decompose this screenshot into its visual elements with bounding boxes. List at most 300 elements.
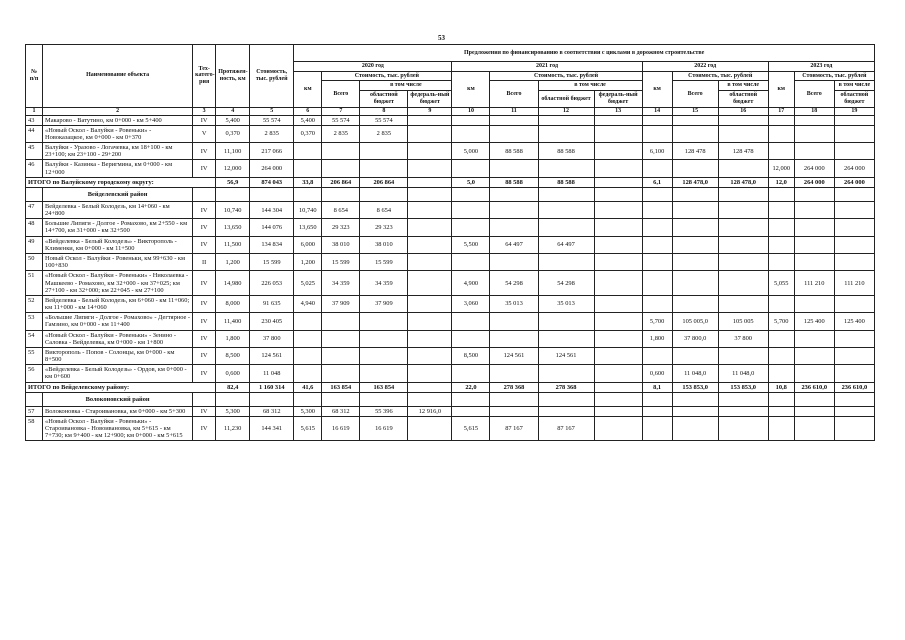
total-value: 264 000 bbox=[794, 177, 834, 187]
value-cell bbox=[834, 254, 874, 271]
value-cell: 11,100 bbox=[216, 143, 250, 160]
value-cell bbox=[408, 143, 452, 160]
value-cell: 37 800 bbox=[250, 330, 294, 347]
header-length: Протяжен-ность, км bbox=[216, 45, 250, 108]
value-cell bbox=[834, 115, 874, 125]
value-cell: IV bbox=[193, 347, 216, 364]
value-cell bbox=[452, 219, 490, 236]
value-cell bbox=[452, 254, 490, 271]
value-cell bbox=[452, 365, 490, 382]
value-cell: IV bbox=[193, 115, 216, 125]
value-cell: 88 588 bbox=[490, 143, 538, 160]
table-body bbox=[26, 107, 875, 441]
value-cell: 5,615 bbox=[452, 416, 490, 441]
value-cell: 5,025 bbox=[294, 271, 322, 296]
value-cell bbox=[794, 115, 834, 125]
object-name: Викторополь - Попов - Солонцы, км 0+000 - км 8+500 bbox=[43, 347, 193, 364]
header-total: Всего bbox=[672, 81, 718, 107]
value-cell: 68 312 bbox=[322, 406, 360, 416]
value-cell bbox=[408, 160, 452, 177]
value-cell bbox=[718, 125, 768, 142]
header-km: км bbox=[642, 71, 672, 107]
value-cell bbox=[538, 125, 594, 142]
empty-cell bbox=[672, 187, 718, 201]
value-cell bbox=[452, 313, 490, 330]
total-value bbox=[594, 177, 642, 187]
header-year-2020: 2020 год bbox=[294, 62, 452, 72]
value-cell bbox=[594, 365, 642, 382]
empty-cell bbox=[718, 392, 768, 406]
value-cell: 15 599 bbox=[250, 254, 294, 271]
value-cell bbox=[834, 365, 874, 382]
value-cell bbox=[408, 313, 452, 330]
value-cell bbox=[672, 125, 718, 142]
value-cell: 4,900 bbox=[452, 271, 490, 296]
value-cell bbox=[360, 365, 408, 382]
total-value: 278 368 bbox=[538, 382, 594, 392]
value-cell bbox=[718, 160, 768, 177]
value-cell bbox=[490, 160, 538, 177]
header-category: Тех-катего-рия bbox=[193, 45, 216, 108]
value-cell bbox=[794, 143, 834, 160]
total-value: 12,0 bbox=[768, 177, 794, 187]
value-cell: 8,000 bbox=[216, 295, 250, 312]
value-cell bbox=[768, 115, 794, 125]
value-cell: 2 835 bbox=[250, 125, 294, 142]
value-cell bbox=[834, 406, 874, 416]
district-spacer bbox=[26, 392, 43, 406]
value-cell: 134 834 bbox=[250, 236, 294, 253]
value-cell bbox=[452, 330, 490, 347]
value-cell: IV bbox=[193, 271, 216, 296]
empty-cell bbox=[360, 187, 408, 201]
empty-cell bbox=[718, 187, 768, 201]
total-value: 236 610,0 bbox=[834, 382, 874, 392]
value-cell bbox=[538, 160, 594, 177]
row-number: 57 bbox=[26, 406, 43, 416]
table-row bbox=[26, 143, 875, 160]
value-cell bbox=[768, 295, 794, 312]
value-cell: 64 497 bbox=[490, 236, 538, 253]
table-row bbox=[26, 406, 875, 416]
empty-cell bbox=[294, 392, 322, 406]
row-number: 48 bbox=[26, 219, 43, 236]
value-cell: IV bbox=[193, 330, 216, 347]
value-cell bbox=[490, 313, 538, 330]
value-cell: IV bbox=[193, 143, 216, 160]
empty-cell bbox=[834, 187, 874, 201]
table-row bbox=[26, 160, 875, 177]
value-cell: 226 053 bbox=[250, 271, 294, 296]
header-km: км bbox=[452, 71, 490, 107]
value-cell bbox=[834, 219, 874, 236]
value-cell bbox=[642, 201, 672, 218]
value-cell: 5,700 bbox=[768, 313, 794, 330]
header-name: Наименование объекта bbox=[43, 45, 193, 108]
empty-cell bbox=[408, 392, 452, 406]
table-row bbox=[26, 115, 875, 125]
value-cell bbox=[294, 143, 322, 160]
value-cell bbox=[294, 365, 322, 382]
value-cell: 128 478 bbox=[672, 143, 718, 160]
value-cell: 1,200 bbox=[294, 254, 322, 271]
road-financing-table bbox=[25, 44, 875, 441]
district-spacer bbox=[26, 187, 43, 201]
object-name: Валуйки - Казинка - Веригмина, км 0+000 - км 12+000 bbox=[43, 160, 193, 177]
value-cell bbox=[594, 236, 642, 253]
value-cell: IV bbox=[193, 201, 216, 218]
value-cell bbox=[538, 330, 594, 347]
value-cell bbox=[452, 125, 490, 142]
value-cell: 5,400 bbox=[216, 115, 250, 125]
header-proposals: Предложения по финансированию в соответствии с циклами в дорожном строительстве bbox=[294, 45, 875, 62]
value-cell bbox=[408, 219, 452, 236]
empty-cell bbox=[642, 392, 672, 406]
value-cell bbox=[672, 406, 718, 416]
value-cell bbox=[408, 236, 452, 253]
empty-cell bbox=[672, 392, 718, 406]
value-cell: 11,230 bbox=[216, 416, 250, 441]
value-cell bbox=[642, 219, 672, 236]
header-regional: областной бюджет bbox=[718, 91, 768, 107]
table-row bbox=[26, 219, 875, 236]
object-name: Новый Оскол - Валуйки - Ровеньки, км 99+630 - км 100+830 bbox=[43, 254, 193, 271]
value-cell bbox=[452, 115, 490, 125]
value-cell bbox=[490, 254, 538, 271]
table-row bbox=[26, 254, 875, 271]
empty-cell bbox=[834, 392, 874, 406]
row-number: 50 bbox=[26, 254, 43, 271]
total-value: 153 853,0 bbox=[718, 382, 768, 392]
row-number: 49 bbox=[26, 236, 43, 253]
value-cell bbox=[594, 125, 642, 142]
value-cell bbox=[360, 143, 408, 160]
column-index-row bbox=[26, 107, 875, 115]
value-cell bbox=[408, 115, 452, 125]
value-cell bbox=[452, 406, 490, 416]
object-name: «Новый Оскол - Валуйки - Ровеньки» - Новоказацкое, км 0+000 - км 0+370 bbox=[43, 125, 193, 142]
value-cell: 5,400 bbox=[294, 115, 322, 125]
total-value: 41,6 bbox=[294, 382, 322, 392]
header-num: № п/п bbox=[26, 45, 43, 108]
value-cell: 12,000 bbox=[768, 160, 794, 177]
value-cell bbox=[594, 115, 642, 125]
value-cell bbox=[490, 330, 538, 347]
header-incl: в том числе bbox=[360, 81, 452, 91]
value-cell bbox=[794, 201, 834, 218]
value-cell: IV bbox=[193, 295, 216, 312]
value-cell bbox=[768, 416, 794, 441]
total-value bbox=[594, 382, 642, 392]
value-cell bbox=[538, 219, 594, 236]
header-cost-2023: Стоимость, тыс. рублей bbox=[794, 71, 874, 81]
value-cell bbox=[768, 219, 794, 236]
value-cell bbox=[672, 295, 718, 312]
value-cell: V bbox=[193, 125, 216, 142]
value-cell bbox=[768, 347, 794, 364]
column-index-cell: 7 bbox=[322, 107, 360, 115]
table-row bbox=[26, 125, 875, 142]
row-number: 51 bbox=[26, 271, 43, 296]
row-number: 44 bbox=[26, 125, 43, 142]
value-cell bbox=[834, 201, 874, 218]
value-cell bbox=[490, 125, 538, 142]
value-cell bbox=[768, 201, 794, 218]
header-federal: федераль-ный бюджет bbox=[408, 91, 452, 107]
value-cell bbox=[768, 125, 794, 142]
value-cell: 0,370 bbox=[216, 125, 250, 142]
value-cell: 13,650 bbox=[216, 219, 250, 236]
row-number: 56 bbox=[26, 365, 43, 382]
value-cell: 124 561 bbox=[490, 347, 538, 364]
value-cell: 11 048,0 bbox=[672, 365, 718, 382]
value-cell: 29 323 bbox=[360, 219, 408, 236]
empty-cell bbox=[768, 392, 794, 406]
value-cell bbox=[538, 254, 594, 271]
table-row bbox=[26, 295, 875, 312]
value-cell bbox=[490, 219, 538, 236]
column-index-cell: 8 bbox=[360, 107, 408, 115]
value-cell bbox=[718, 347, 768, 364]
total-row bbox=[26, 382, 875, 392]
total-value: 153 853,0 bbox=[672, 382, 718, 392]
empty-cell bbox=[594, 187, 642, 201]
total-value: 206 864 bbox=[322, 177, 360, 187]
column-index-cell: 4 bbox=[216, 107, 250, 115]
value-cell bbox=[408, 125, 452, 142]
value-cell bbox=[718, 406, 768, 416]
value-cell bbox=[452, 201, 490, 218]
value-cell bbox=[794, 219, 834, 236]
value-cell bbox=[594, 347, 642, 364]
value-cell bbox=[322, 347, 360, 364]
value-cell bbox=[538, 115, 594, 125]
table-row bbox=[26, 313, 875, 330]
row-number: 46 bbox=[26, 160, 43, 177]
value-cell bbox=[594, 219, 642, 236]
value-cell bbox=[834, 143, 874, 160]
empty-cell bbox=[642, 187, 672, 201]
object-name: «Большие Липяги - Долгое - Ромахово» - Дегтярное - Гамзино, км 0+000 - км 11+400 bbox=[43, 313, 193, 330]
value-cell: 125 400 bbox=[834, 313, 874, 330]
value-cell bbox=[794, 125, 834, 142]
value-cell bbox=[672, 416, 718, 441]
column-index-cell: 10 bbox=[452, 107, 490, 115]
value-cell bbox=[408, 271, 452, 296]
value-cell: 38 010 bbox=[322, 236, 360, 253]
empty-cell bbox=[538, 392, 594, 406]
value-cell bbox=[408, 347, 452, 364]
row-number: 58 bbox=[26, 416, 43, 441]
value-cell bbox=[672, 201, 718, 218]
total-value: 5,0 bbox=[452, 177, 490, 187]
empty-cell bbox=[216, 392, 250, 406]
value-cell: IV bbox=[193, 313, 216, 330]
value-cell bbox=[360, 330, 408, 347]
district-header-row bbox=[26, 187, 875, 201]
total-value: 22,0 bbox=[452, 382, 490, 392]
value-cell: 15 599 bbox=[360, 254, 408, 271]
column-index-cell: 15 bbox=[672, 107, 718, 115]
object-name: «Новый Оскол - Валуйки - Ровеньки» - Староивановка - Новоивановка, км 5+615 - км 7+730; км 9+400 - км 12+900; км 0+000 - км 5+615 bbox=[43, 416, 193, 441]
column-index-cell: 17 bbox=[768, 107, 794, 115]
value-cell bbox=[490, 201, 538, 218]
value-cell: 10,740 bbox=[294, 201, 322, 218]
empty-cell bbox=[768, 187, 794, 201]
row-number: 52 bbox=[26, 295, 43, 312]
district-header-row bbox=[26, 392, 875, 406]
value-cell bbox=[490, 365, 538, 382]
column-index-cell: 3 bbox=[193, 107, 216, 115]
object-name: Вейделевка - Белый Колодезь, км 14+060 - км 24+800 bbox=[43, 201, 193, 218]
value-cell bbox=[794, 236, 834, 253]
value-cell bbox=[768, 254, 794, 271]
header-incl: в том числе bbox=[834, 81, 874, 91]
value-cell: 87 167 bbox=[490, 416, 538, 441]
column-index-cell: 6 bbox=[294, 107, 322, 115]
value-cell: 37 909 bbox=[360, 295, 408, 312]
empty-cell bbox=[594, 392, 642, 406]
value-cell bbox=[452, 160, 490, 177]
value-cell: 91 635 bbox=[250, 295, 294, 312]
value-cell: 3,060 bbox=[452, 295, 490, 312]
value-cell bbox=[672, 254, 718, 271]
column-index-cell: 18 bbox=[794, 107, 834, 115]
header-incl: в том числе bbox=[538, 81, 642, 91]
value-cell: 124 561 bbox=[538, 347, 594, 364]
value-cell bbox=[538, 365, 594, 382]
value-cell bbox=[794, 347, 834, 364]
value-cell: 144 304 bbox=[250, 201, 294, 218]
column-index-cell: 5 bbox=[250, 107, 294, 115]
district-name: Волоконовский район bbox=[43, 392, 193, 406]
total-value: 874 043 bbox=[250, 177, 294, 187]
value-cell: IV bbox=[193, 365, 216, 382]
value-cell bbox=[642, 254, 672, 271]
header-cost: Стоимость, тыс. рублей bbox=[250, 45, 294, 108]
value-cell bbox=[408, 365, 452, 382]
value-cell: 264 000 bbox=[794, 160, 834, 177]
value-cell bbox=[834, 347, 874, 364]
value-cell: 13,650 bbox=[294, 219, 322, 236]
total-value: 206 864 bbox=[360, 177, 408, 187]
total-row bbox=[26, 177, 875, 187]
value-cell: 0,370 bbox=[294, 125, 322, 142]
value-cell bbox=[360, 160, 408, 177]
empty-cell bbox=[490, 187, 538, 201]
empty-cell bbox=[794, 392, 834, 406]
empty-cell bbox=[490, 392, 538, 406]
value-cell: 11 048,0 bbox=[718, 365, 768, 382]
table-row bbox=[26, 365, 875, 382]
total-value bbox=[408, 177, 452, 187]
total-label: ИТОГО по Валуйскому городскому округу: bbox=[26, 177, 216, 187]
value-cell: 11,500 bbox=[216, 236, 250, 253]
value-cell bbox=[594, 295, 642, 312]
page-number: 53 bbox=[438, 34, 445, 42]
value-cell bbox=[642, 416, 672, 441]
value-cell bbox=[718, 201, 768, 218]
empty-cell bbox=[294, 187, 322, 201]
value-cell bbox=[794, 365, 834, 382]
value-cell bbox=[834, 416, 874, 441]
empty-cell bbox=[452, 392, 490, 406]
header-km: км bbox=[768, 71, 794, 107]
empty-cell bbox=[794, 187, 834, 201]
value-cell: 37 800,0 bbox=[672, 330, 718, 347]
header-regional: областной бюджет bbox=[360, 91, 408, 107]
value-cell: 54 298 bbox=[490, 271, 538, 296]
value-cell bbox=[642, 295, 672, 312]
value-cell: 29 323 bbox=[322, 219, 360, 236]
total-value: 88 588 bbox=[490, 177, 538, 187]
value-cell bbox=[294, 160, 322, 177]
value-cell: 4,940 bbox=[294, 295, 322, 312]
value-cell bbox=[490, 115, 538, 125]
empty-cell bbox=[250, 392, 294, 406]
value-cell bbox=[672, 115, 718, 125]
header-cost-2021: Стоимость, тыс. рублей bbox=[490, 71, 642, 81]
value-cell: 64 497 bbox=[538, 236, 594, 253]
value-cell bbox=[594, 330, 642, 347]
value-cell: 5,700 bbox=[642, 313, 672, 330]
value-cell: 2 835 bbox=[322, 125, 360, 142]
value-cell bbox=[718, 115, 768, 125]
value-cell bbox=[794, 416, 834, 441]
value-cell bbox=[294, 313, 322, 330]
object-name: «Вейделевка - Белый Колодезь» - Викторополь - Клименки, км 0+000 - км 11+500 bbox=[43, 236, 193, 253]
header-year-2023: 2023 год bbox=[768, 62, 874, 72]
value-cell bbox=[538, 201, 594, 218]
value-cell: 1,800 bbox=[216, 330, 250, 347]
value-cell: 5,000 bbox=[452, 143, 490, 160]
header-incl: в том числе bbox=[718, 81, 768, 91]
value-cell: 55 396 bbox=[360, 406, 408, 416]
empty-cell bbox=[193, 187, 216, 201]
column-index-cell: 12 bbox=[538, 107, 594, 115]
value-cell bbox=[834, 330, 874, 347]
total-value: 163 854 bbox=[360, 382, 408, 392]
empty-cell bbox=[360, 392, 408, 406]
value-cell: 34 359 bbox=[322, 271, 360, 296]
value-cell bbox=[594, 254, 642, 271]
empty-cell bbox=[452, 187, 490, 201]
total-value: 236 610,0 bbox=[794, 382, 834, 392]
value-cell: 111 210 bbox=[834, 271, 874, 296]
value-cell bbox=[408, 330, 452, 347]
header-federal: федераль-ный бюджет bbox=[594, 91, 642, 107]
value-cell bbox=[642, 160, 672, 177]
empty-cell bbox=[538, 187, 594, 201]
value-cell bbox=[408, 295, 452, 312]
value-cell bbox=[642, 115, 672, 125]
header-cost-2022: Стоимость, тыс. рублей bbox=[672, 71, 768, 81]
row-number: 54 bbox=[26, 330, 43, 347]
value-cell bbox=[768, 365, 794, 382]
value-cell: 128 478 bbox=[718, 143, 768, 160]
value-cell: 16 619 bbox=[360, 416, 408, 441]
value-cell bbox=[294, 330, 322, 347]
value-cell bbox=[594, 201, 642, 218]
value-cell bbox=[642, 271, 672, 296]
value-cell bbox=[718, 416, 768, 441]
column-index-cell: 13 bbox=[594, 107, 642, 115]
column-index-cell: 19 bbox=[834, 107, 874, 115]
value-cell bbox=[794, 406, 834, 416]
value-cell: 264 000 bbox=[834, 160, 874, 177]
value-cell bbox=[718, 254, 768, 271]
value-cell: 37 800 bbox=[718, 330, 768, 347]
